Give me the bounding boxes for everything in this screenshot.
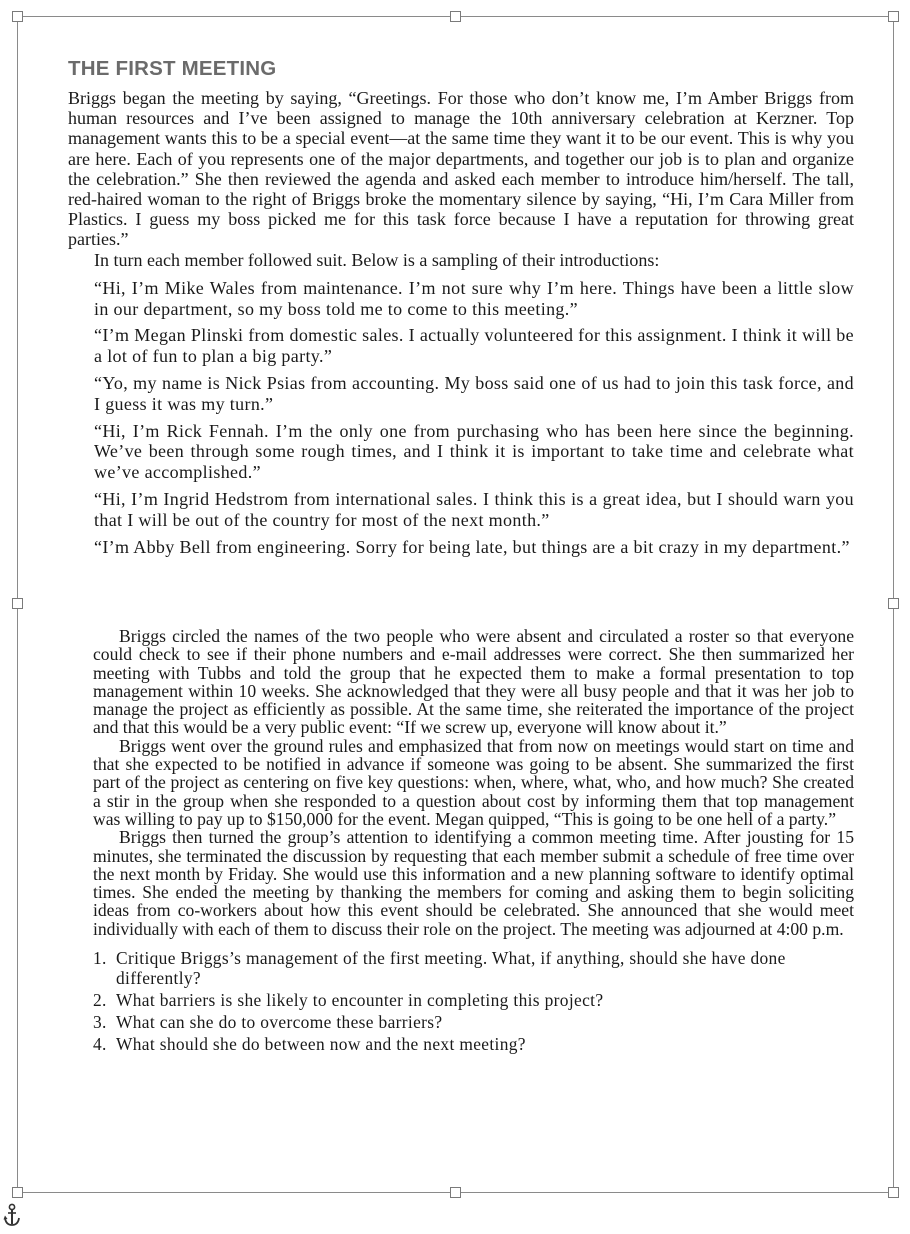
resize-handle-middle-left[interactable] (12, 598, 23, 609)
introductions-lead: In turn each member followed suit. Below is a sampling of their introductions: (94, 249, 660, 270)
section-title: THE FIRST MEETING (68, 57, 277, 80)
resize-handle-middle-right[interactable] (888, 598, 899, 609)
question-text: What can she do to overcome these barriers? (116, 1012, 443, 1033)
body-paragraph: Briggs went over the ground rules and emphasized that from now on meetings would start on time and that she expected to be notified in advance if someone was going to be absent. She summarized the first part of the project as centering on five key questions: when, where, what, who, and how much? She created a stir in the group when she responded to a question about cost by informing them that top management was willing to pay up to $150,000 for the event. Megan quipped, “This is going to be one hell of a party.” (93, 735, 854, 829)
body-paragraph: Briggs circled the names of the two people who were absent and circulated a roster so that everyone could check to see if their phone numbers and e-mail addresses were correct. She then summarized her meeting with Tubbs and told the group that he expected them to make a formal presentation to top management within 10 weeks. She acknowledged that they were all busy people and that it was her job to manage the project as efficiently as possible. At the same time, she reiterated the importance of the project and that this would be a very public event: “If we screw up, everyone will know about it.” (93, 626, 854, 738)
question-number: 3. (93, 1012, 107, 1033)
introductions-list (94, 278, 854, 558)
introduction-quote: “I’m Abby Bell from engineering. Sorry for being late, but things are a bit crazy in my department.” (94, 536, 850, 557)
question-number: 1. (93, 948, 107, 969)
resize-handle-bottom-right[interactable] (888, 1187, 899, 1198)
body-paragraph: Briggs then turned the group’s attention to identifying a common meeting time. After jousting for 15 minutes, she terminated the discussion by requesting that each member submit a schedule of free time over the next month by Friday. She would use this information and a new planning software to identify optimal times. She ended the meeting by thanking the members for coming and asking them to begin soliciting ideas from co-workers about how this event should be celebrated. She announced that she would meet individually with each of them to discuss their role on the project. The meeting was adjourned at 4:00 p.m. (93, 827, 854, 939)
resize-handle-bottom-left[interactable] (12, 1187, 23, 1198)
question-number: 4. (93, 1034, 107, 1055)
question-item (93, 990, 854, 1010)
question-text: What barriers is she likely to encounter in completing this project? (116, 990, 604, 1011)
introduction-quote: “Hi, I’m Rick Fennah. I’m the only one from purchasing who has been here since the beginning. We’ve been through some rough times, and I think it is important to take time and celebrate what we’ve accomplished.” (94, 420, 854, 483)
opening-paragraph: Briggs began the meeting by saying, “Greetings. For those who don’t know me, I’m Amber Briggs from human resources and I’ve been assigned to manage the 10th anniversary celebration at Kerzner. Top management wants this to be a special event—at the same time they want it to be our event. This is why you are here. Each of you represents one of the major departments, and together our job is to plan and organize the celebration.” She then reviewed the agenda and asked each member to introduce him/herself. The tall, red-haired woman to the right of Briggs broke the momentary silence by saying, “Hi, I’m Cara Miller from Plastics. I guess my boss picked me for this task force because I have a reputation for throwing great parties.” (68, 88, 854, 250)
document-upper-section (68, 56, 854, 563)
introduction-quote: “Hi, I’m Mike Wales from maintenance. I’m not sure why I’m here. Things have been a little slow in our department, so my boss told me to come to this meeting.” (94, 277, 854, 319)
anchor-icon[interactable] (2, 1203, 22, 1229)
introduction-quote: “I’m Megan Plinski from domestic sales. I actually volunteered for this assignment. I think it will be a lot of fun to plan a big party.” (94, 325, 854, 367)
introduction-quote: “Yo, my name is Nick Psias from accounting. My boss said one of us had to join this task force, and I guess it was my turn.” (94, 373, 854, 414)
resize-handle-top-center[interactable] (450, 11, 461, 22)
resize-handle-top-left[interactable] (12, 11, 23, 22)
question-text: What should she do between now and the next meeting? (116, 1034, 526, 1055)
discussion-questions (93, 948, 854, 1055)
introduction-quote: “Hi, I’m Ingrid Hedstrom from international sales. I think this is a great idea, but I should warn you that I will be out of the country for most of the next month.” (94, 489, 854, 530)
question-item (93, 1012, 854, 1032)
question-number: 2. (93, 990, 107, 1011)
document-lower-section (93, 627, 854, 1056)
resize-handle-top-right[interactable] (888, 11, 899, 22)
question-item (93, 1034, 854, 1054)
question-item (93, 948, 854, 989)
resize-handle-bottom-center[interactable] (450, 1187, 461, 1198)
question-text: Critique Briggs’s management of the first meeting. What, if anything, should she have done differently? (116, 948, 786, 989)
